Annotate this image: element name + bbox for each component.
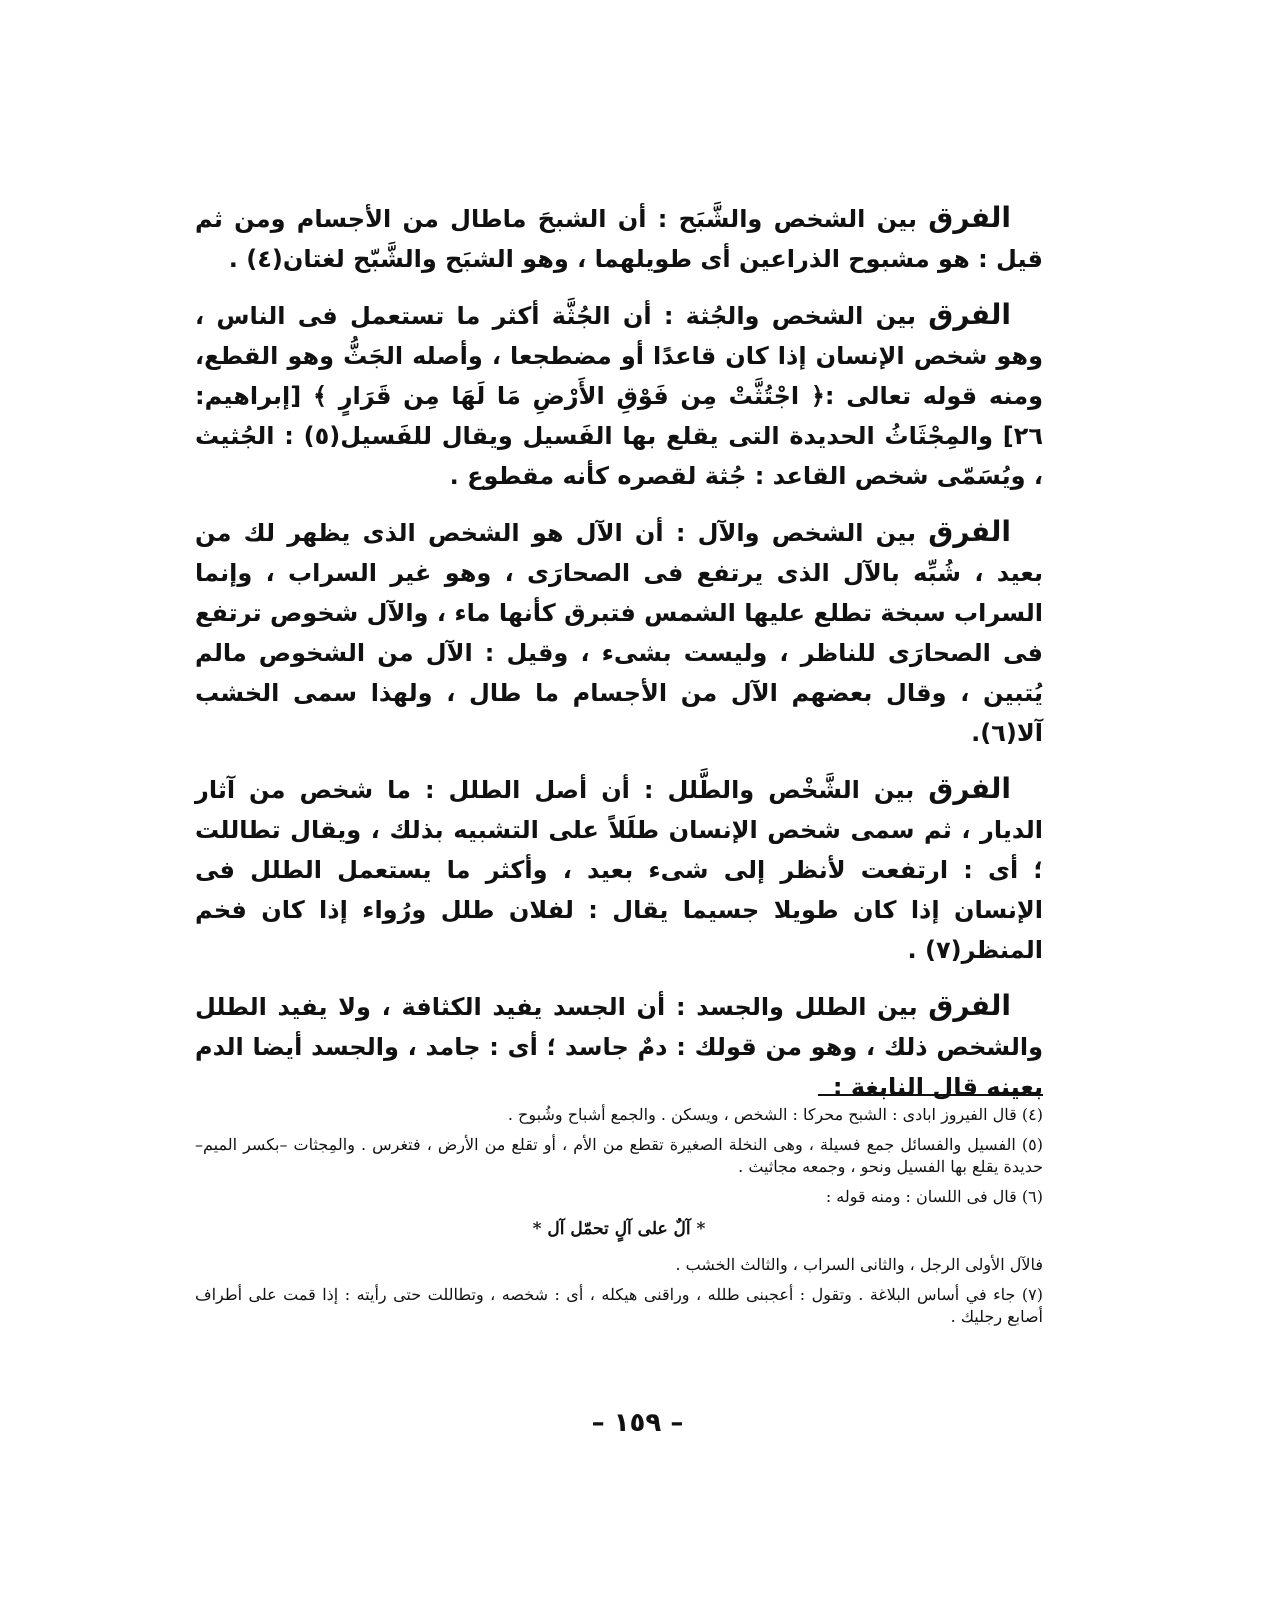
term-heading: الفرق: [928, 298, 1011, 331]
term-heading: الفرق: [928, 515, 1011, 548]
footnote-6-explanation: فالآل الأولى الرجل ، والثانى السراب ، والثالث الخشب .: [675, 1255, 1043, 1274]
term-heading: الفرق: [928, 772, 1011, 805]
term-heading: الفرق: [928, 201, 1011, 234]
footnote-7: (٧) جاء في أساس البلاغة . وتقول : أعجبنى طلله ، وراقنى هيكله ، أى : شخصه ، وتطاللت حتى رأيته : إذا قمت على أطراف أصابع رجليك .: [195, 1285, 1044, 1326]
paragraph-text: بين الشَّخْص والطَّلل : أن أصل الطلل : ما شخص من آثار الديار ، ثم سمى شخص الإنسان طلَلاً على التشبيه بذلك ، ويقال تطاللت ؛ أى : ارتفعت لأنظر إلى شىء بعيد ، وأكثر ما يستعمل الطلل فى الإنسان إذا كان طويلا جسيما يقال : لفلان طلل ورُواء إذا كان فخم المنظر(٧) .: [195, 776, 1043, 964]
page-number: – ١٥٩ –: [591, 1408, 684, 1438]
term-heading: الفرق: [928, 989, 1011, 1022]
paragraph-talal: [195, 769, 1043, 970]
footnote-6: (٦) قال فى اللسان : ومنه قوله :: [825, 1187, 1043, 1206]
footnote-divider: [818, 1094, 1043, 1096]
footnote-4: (٤) قال الفيروز ابادى : الشبح محركا : الشخص ، ويسكن . والجمع أشباح وشُبوح .: [507, 1105, 1043, 1124]
paragraph-juthth: [195, 295, 1043, 496]
paragraph-shabah: [195, 198, 1043, 279]
paragraph-aal: [195, 512, 1043, 753]
footnote-5: (٥) الفسيل والفسائل جمع فسيلة ، وهى النخلة الصغيرة تقطع من الأم ، أو تقلع من الأرض ، فتغرس . والمِجثات –بكسر الميم– حديدة يقلع بها الفسيل ونحو ، وجمعه مجاثيث .: [195, 1135, 1043, 1176]
paragraph-jasad: [195, 986, 1043, 1107]
paragraph-text: بين الشخص والآل : أن الآل هو الشخص الذى يظهر لك من بعيد ، شُبِّه بالآل الذى يرتفع فى الصحارَى ، وهو غير السراب ، وإنما السراب سبخة تطلع عليها الشمس فتبرق كأنها ماء ، والآل شخوص ترتفع فى الصحارَى للناظر ، وليست بشىء ، وقيل : الآل من الشخوص مالم يُتبين ، وقال بعضهم الآل من الأجسام ما طال ، ولهذا سمى الخشب آلا(٦).: [195, 519, 1043, 747]
paragraph-text: بين الطلل والجسد : أن الجسد يفيد الكثافة ، ولا يفيد الطلل والشخص ذلك ، وهو من قولك : دمٌ جاسد ؛ أى : جامد ، والجسد أيضا الدم بعينه قال النابغة :: [195, 993, 1043, 1101]
paragraph-text: بين الشخص والجُثة : أن الجُثَّة أكثر ما تستعمل فى الناس ، وهو شخص الإنسان إذا كان قاعدًا أو مضطجعا ، وأصله الجَثُّ وهو القطع، ومنه قوله تعالى :﴿ اجْتُثَّتْ مِن فَوْقِ الأَرْضِ مَا لَهَا مِن قَرَارٍ ﴾ [إبراهيم: ٢٦] والمِجْثَاثُ الحديدة التى يقلع بها الفَسيل ويقال للفَسيل(٥) : الجُثيث ، ويُسَمّى شخص القاعد : جُثة لقصره كأنه مقطوع .: [195, 302, 1044, 490]
main-text: [195, 198, 1043, 1123]
paragraph-text: بين الشخص والشَّبَح : أن الشبحَ ماطال من الأجسام ومن ثم قيل : هو مشبوح الذراعين أى طويلهما ، وهو الشبَح والشَّبّح لغتان(٤) .: [195, 205, 1043, 273]
footnote-verse: * آلٌ على آلٍ تحمّل آل *: [532, 1219, 706, 1239]
footnotes: [195, 1104, 1043, 1336]
